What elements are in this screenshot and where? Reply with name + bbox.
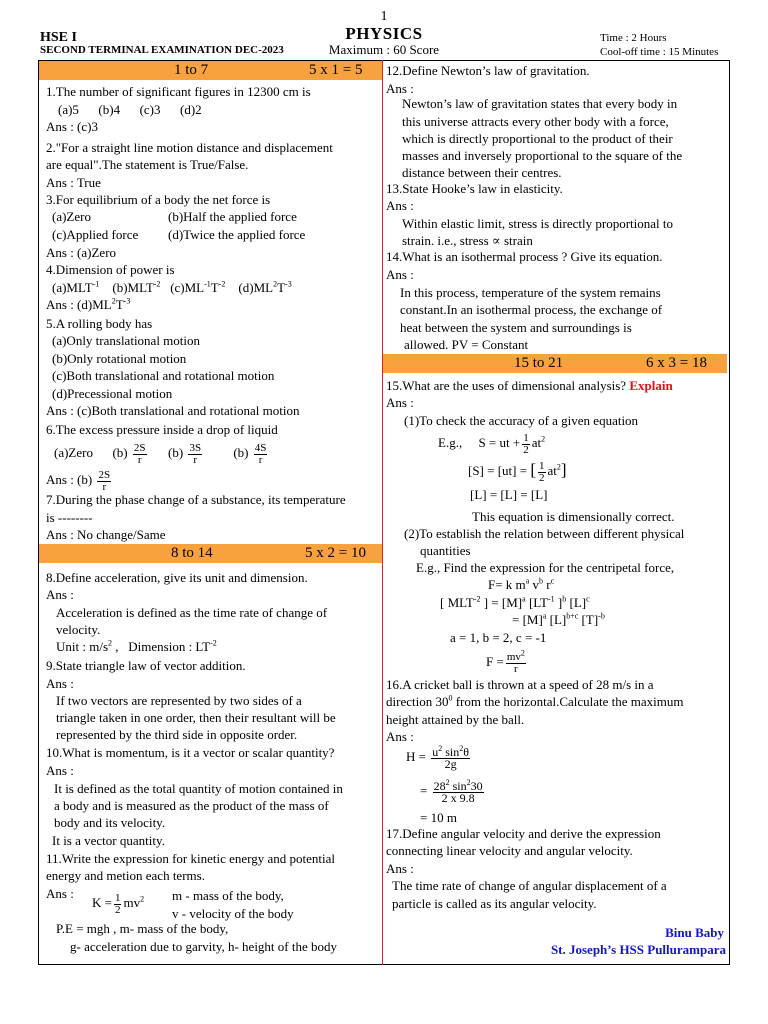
answer-4: Ans : $(d)ML^2T^{-3}$ <box>46 296 131 312</box>
answer-7: Ans : No change/Same <box>46 527 166 542</box>
author-school: St. Joseph’s HSS Pullurampara <box>550 942 726 957</box>
exam-time: Time : 2 Hours <box>600 32 667 44</box>
ans-label: Ans : <box>386 729 414 744</box>
question-10: 10.What is momentum, is it a vector or scalar quantity? <box>46 745 335 760</box>
question-5-option-d: (d)Precessional motion <box>52 386 173 401</box>
question-4-options: $(a)MLT^{-1}$ $(b)MLT^{-2}$ $(c)ML^{-1}T^{-2}$ $(d)ML^2T^{-3}$ <box>52 279 292 295</box>
ans-label: Ans : <box>386 267 414 282</box>
ans-label: Ans : <box>386 198 414 213</box>
answer-11-m: m - mass of the body, <box>172 888 284 903</box>
question-16-line-1: 16.A cricket ball is thrown at a speed of 28 m/s in a <box>386 677 654 692</box>
fraction-4s-r: $\frac{4S}{r}$ <box>254 441 267 466</box>
answer-11-v: v - velocity of the body <box>172 906 294 921</box>
answer-8-unit: Unit : $m/s^2$ , Dimension : $LT^{-2}$ <box>56 638 217 654</box>
answer-9-line-3: represented by the third side in opposite order. <box>56 727 298 742</box>
question-6: 6.The excess pressure inside a drop of liquid <box>46 422 278 437</box>
answer-11-pe: P.E = mgh , m- mass of the body, <box>56 921 229 936</box>
ans-label: Ans : <box>46 587 74 602</box>
author-name: Binu Baby <box>665 925 724 940</box>
question-12: 12.Define Newton’s law of gravitation. <box>386 63 590 78</box>
answer-10-line-2: a body and is measured as the product of the mass of <box>54 798 329 813</box>
answer-14-line-3: heat between the system and surroundings is <box>400 320 632 335</box>
section-band-15-21 <box>383 354 727 373</box>
fraction-3s-r: $\frac{3S}{r}$ <box>189 441 202 466</box>
answer-3: Ans : (a)Zero <box>46 245 117 260</box>
answer-17-line-1: The time rate of change of angular displacement of a <box>392 878 667 893</box>
use-1: (1)To check the accuracy of a given equation <box>404 413 639 428</box>
fraction-2s-r: $\frac{2S}{r}$ <box>133 441 146 466</box>
section-range: 15 to 21 <box>514 355 564 371</box>
answer-5: Ans : (c)Both translational and rotational motion <box>46 403 300 418</box>
section-band-8-14 <box>39 544 382 563</box>
cool-off-time: Cool-off time : 15 Minutes <box>600 46 719 58</box>
question-7-line-1: 7.During the phase change of a substance, its temperature <box>46 492 346 507</box>
centripetal-result: F = $\frac{mv^2}{r}$ <box>486 647 525 675</box>
question-8: 8.Define acceleration, give its unit and dimension. <box>46 570 308 585</box>
answer-2: Ans : True <box>46 175 101 190</box>
answer-17-line-2: particle is called as its angular velocity. <box>392 896 597 911</box>
kinetic-energy-formula: K = $\frac{1}{2}$ $mv^2$ <box>92 891 145 916</box>
answer-12-line-4: masses and inversely proportional to the square of the <box>402 148 683 163</box>
max-height-result: = 10 m <box>420 810 457 825</box>
ans-label: Ans : <box>386 81 414 96</box>
question-1-options: (a)5 (b)4 (c)3 (d)2 <box>58 102 202 117</box>
question-5: 5.A rolling body has <box>46 316 153 331</box>
question-3-option-b: (b)Half the applied force <box>168 209 297 224</box>
question-9: 9.State triangle law of vector addition. <box>46 658 246 673</box>
answer-12-line-2: this universe attracts every other body with a force, <box>402 114 669 129</box>
question-3-option-d: (d)Twice the applied force <box>168 227 306 242</box>
answer-12-line-1: Newton’s law of gravitation states that every body in <box>402 96 678 111</box>
question-2-line-1: 2."For a straight line motion distance and displacement <box>46 140 333 155</box>
section-marks: 6 x 3 = 18 <box>646 355 707 371</box>
answer-6: Ans : (b) $\frac{2S}{r}$ <box>46 468 111 493</box>
section-marks: 5 x 1 = 5 <box>309 62 363 78</box>
ans-label: Ans : <box>46 676 74 691</box>
ans-label: Ans : <box>386 861 414 876</box>
max-height-formula: H = $\frac{u^2 \sin^2\theta}{2g}$ <box>406 743 469 771</box>
question-1: 1.The number of significant figures in 12300 cm is <box>46 84 311 99</box>
dimension-equation-1: [ $MLT^{-2}$ ] = $[M]^a$ [$LT^{-1}$ ]$^b$ $[L]^c$ <box>440 594 590 610</box>
dimensionally-correct: This equation is dimensionally correct. <box>472 509 675 524</box>
question-3-option-a: (a)Zero <box>52 209 91 224</box>
question-3: 3.For equilibrium of a body the net force is <box>46 192 271 207</box>
question-7-line-2: is -------- <box>46 510 93 525</box>
exam-title: SECOND TERMINAL EXAMINATION DEC-2023 <box>40 44 284 56</box>
answer-10-line-4: It is a vector quantity. <box>52 833 165 848</box>
ans-label: Ans : <box>46 763 74 778</box>
question-17-line-1: 17.Define angular velocity and derive the expression <box>386 826 661 841</box>
subject-title: PHYSICS <box>345 24 423 43</box>
answer-8-line-2: velocity. <box>56 622 101 637</box>
section-range: 8 to 14 <box>171 545 213 561</box>
question-5-option-a: (a)Only translational motion <box>52 333 201 348</box>
answer-14-line-1: In this process, temperature of the system remains <box>400 285 661 300</box>
question-6-options: (a)Zero (b) $\frac{2S}{r}$ (b) $\frac{3S}{r}$ (b) $\frac{4S}{r}$ <box>54 441 267 466</box>
question-13: 13.State Hooke’s law in elasticity. <box>386 181 563 196</box>
use-2-line-1: (2)To establish the relation between different physical <box>404 526 685 541</box>
level-label: HSE I <box>40 30 77 45</box>
answer-9-line-2: triangle taken in one order, then their resultant will be <box>56 710 336 725</box>
section-range: 1 to 7 <box>174 62 209 78</box>
dimension-result: [L] = [L] = [L] <box>470 487 548 502</box>
answer-14-line-2: constant.In an isothermal process, the exchange of <box>400 302 663 317</box>
max-score: Maximum : 60 Score <box>328 42 440 57</box>
question-16-line-2: direction $30^0$ from the horizontal.Calculate the maximum <box>386 693 684 709</box>
section-marks: 5 x 2 = 10 <box>305 545 366 561</box>
section-band-1-7 <box>39 61 382 80</box>
answer-13-line-2: strain. i.e., stress ∝ strain <box>402 233 533 248</box>
answer-11-g: g- acceleration due to garvity, h- height of the body <box>70 939 338 954</box>
answer-1: Ans : (c)3 <box>46 119 98 134</box>
use-2-line-2: quantities <box>420 543 471 558</box>
answer-13-line-1: Within elastic limit, stress is directly proportional to <box>402 216 673 231</box>
ans-label: Ans : <box>386 395 414 410</box>
dimension-equation-2: = $[M]^a$ $[L]^{b+c}$ $[T]^{-b}$ <box>512 611 605 627</box>
question-17-line-2: connecting linear velocity and angular velocity. <box>386 843 633 858</box>
exponent-values: a = 1, b = 2, c = -1 <box>450 630 547 645</box>
max-height-substitution: = $\frac{28^2 \sin^230}{2 x 9.8}$ <box>420 777 483 805</box>
question-3-option-c: (c)Applied force <box>52 227 139 242</box>
question-5-option-c: (c)Both translational and rotational motion <box>52 368 275 383</box>
explain-label: Explain <box>629 378 673 393</box>
question-15: 15.What are the uses of dimensional analysis? Explain <box>386 378 673 393</box>
answer-14-line-4: allowed. PV = Constant <box>404 337 529 352</box>
dimension-substitution: [S] = [ut] = [ $\frac{1}{2}$ $at^2$] <box>468 459 567 484</box>
answer-9-line-1: If two vectors are represented by two sides of a <box>56 693 302 708</box>
question-4: 4.Dimension of power is <box>46 262 175 277</box>
equation-of-motion: E.g., S = ut + $\frac{1}{2}$ $at^2$ <box>438 431 546 456</box>
page-number: 1 <box>380 9 388 24</box>
answer-8-line-1: Acceleration is defined as the time rate of change of <box>56 605 328 620</box>
ans-label: Ans : <box>46 886 74 901</box>
question-5-option-b: (b)Only rotational motion <box>52 351 187 366</box>
question-16-line-3: height attained by the ball. <box>386 712 525 727</box>
question-2-line-2: are equal".The statement is True/False. <box>46 157 249 172</box>
question-11-line-1: 11.Write the expression for kinetic energy and potential <box>46 851 335 866</box>
centripetal-example: E.g., Find the expression for the centripetal force, <box>416 560 675 575</box>
answer-10-line-3: body and its velocity. <box>54 815 166 830</box>
question-11-line-2: energy and metion each terms. <box>46 868 205 883</box>
answer-12-line-5: distance between their centres. <box>402 165 562 180</box>
answer-12-line-3: which is directly proportional to the product of their <box>402 131 673 146</box>
answer-10-line-1: It is defined as the total quantity of motion contained in <box>54 781 343 796</box>
question-14: 14.What is an isothermal process ? Give its equation. <box>386 249 663 264</box>
column-divider <box>382 60 383 965</box>
centripetal-formula: F= k $m^a$ $v^b$ $r^c$ <box>488 576 555 592</box>
